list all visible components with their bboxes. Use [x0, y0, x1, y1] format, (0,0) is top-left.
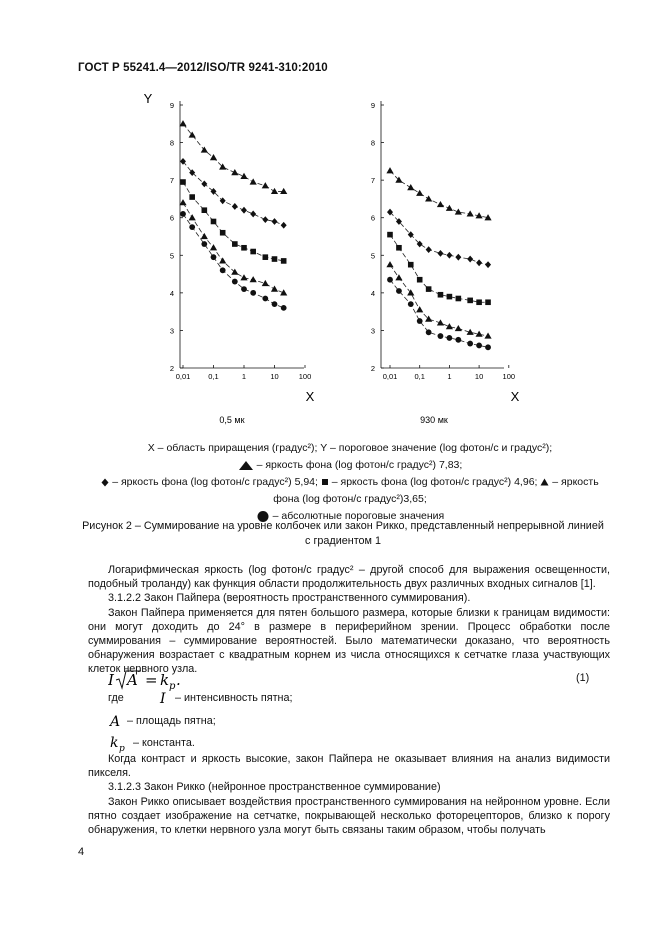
data-point-circle	[426, 329, 432, 335]
y-tick-label: 2	[169, 364, 175, 373]
series-line-1	[390, 171, 488, 218]
symbol-a	[108, 712, 124, 730]
legend-line-5-text: – абсолютные пороговые значения	[272, 510, 445, 522]
y-tick-label: 8	[370, 138, 376, 148]
data-point-square	[438, 292, 444, 298]
data-point-circle	[201, 241, 207, 247]
data-point-triangle	[240, 173, 247, 179]
x-axis-title: X	[510, 389, 520, 404]
data-point-square	[220, 230, 226, 236]
definition-a	[108, 712, 216, 730]
series-line-3	[183, 182, 284, 261]
legend-line-3b-text: – яркость фона (log фотон/с градус²) 4,96;	[331, 476, 538, 488]
data-point-circle	[272, 301, 278, 307]
svg-text:p: p	[119, 744, 125, 753]
data-point-triangle	[416, 306, 423, 312]
data-point-square	[232, 241, 238, 247]
series-line-2	[390, 212, 488, 265]
equation-number: (1)	[576, 672, 590, 684]
data-point-diamond	[476, 259, 482, 266]
data-point-square	[241, 245, 247, 251]
data-point-square	[281, 258, 287, 264]
definition-a-text: – площадь пятна;	[127, 714, 216, 727]
equation-formula	[108, 668, 188, 692]
data-point-square	[485, 299, 491, 305]
data-point-diamond	[250, 211, 256, 218]
where-label: где	[108, 692, 124, 704]
x-tick-label: 1	[447, 372, 452, 381]
data-point-triangle	[210, 154, 217, 160]
data-point-square	[263, 254, 269, 260]
x-tick-label: 1	[241, 372, 247, 381]
figure-title: Рисунок 2 – Суммирование на уровне колбочек или закон Рикко, представленный непрерывной линией с градиентом 1	[82, 520, 604, 547]
data-point-triangle	[280, 188, 287, 194]
x-tick-label: 0,1	[414, 372, 425, 381]
data-point-triangle	[386, 167, 393, 173]
data-point-square	[189, 194, 195, 200]
data-point-circle	[262, 296, 268, 302]
x-tick-label: 0,1	[208, 372, 219, 381]
triangle-icon	[238, 460, 254, 471]
series-line-1	[183, 124, 284, 192]
data-point-triangle	[231, 169, 238, 175]
definition-i-text: – интенсивность пятна;	[175, 691, 293, 704]
y-tick-label: 4	[169, 288, 175, 298]
svg-text:k: k	[110, 735, 119, 751]
data-point-triangle	[219, 257, 226, 263]
data-point-triangle	[280, 289, 287, 295]
definition-i	[158, 690, 293, 706]
data-point-triangle	[455, 208, 462, 214]
series-line-5	[183, 214, 284, 308]
data-point-square	[396, 245, 402, 251]
y-tick-label: 7	[370, 176, 376, 186]
data-point-square	[447, 294, 453, 300]
data-point-circle	[232, 279, 238, 285]
figure-charts	[0, 80, 661, 440]
symbol-i	[158, 690, 172, 706]
data-point-triangle	[271, 286, 278, 292]
data-point-diamond	[241, 207, 247, 214]
data-point-circle	[467, 341, 473, 347]
y-tick-label: 5	[169, 251, 175, 261]
data-point-circle	[438, 333, 444, 339]
y-tick-label: 2	[370, 364, 376, 373]
data-point-circle	[211, 254, 217, 260]
data-point-square	[426, 286, 432, 292]
data-point-triangle	[262, 182, 269, 188]
y-tick-label: 4	[370, 288, 376, 298]
square-icon	[321, 478, 329, 486]
y-tick-label: 7	[169, 176, 175, 186]
svg-text:I: I	[108, 671, 114, 689]
svg-text:=: =	[145, 671, 158, 689]
data-point-circle	[408, 301, 414, 307]
data-point-square	[202, 207, 208, 213]
data-point-diamond	[485, 261, 491, 268]
data-point-circle	[189, 224, 195, 230]
data-point-triangle	[179, 120, 186, 126]
data-point-circle	[455, 337, 461, 343]
data-point-triangle	[446, 323, 453, 329]
x-tick-label: 0,01	[382, 372, 398, 381]
panel-caption: 0,5 мк	[219, 415, 245, 425]
svg-text:.: .	[176, 671, 181, 689]
y-tick-label: 3	[169, 326, 175, 336]
data-point-triangle	[240, 274, 247, 280]
data-point-triangle	[455, 325, 462, 331]
data-point-triangle	[179, 199, 186, 205]
data-point-triangle	[467, 210, 474, 216]
legend-line-3a-text: – яркость фона (log фотон/с градус²) 5,94;	[112, 476, 318, 488]
data-point-triangle	[484, 332, 491, 338]
paragraph-1: Логарифмическая яркость (log фотон/с градус² – другой способ для выражения освещенности, подобный троланду) как функция области продолжительность двух различных входных сигналов [1].	[88, 564, 610, 591]
data-point-circle	[241, 286, 247, 292]
data-point-square	[211, 219, 217, 225]
legend-line-4: фона (log фотон/с градус²)3,65;	[273, 493, 427, 505]
svg-text:A: A	[110, 714, 121, 730]
data-point-triangle	[416, 190, 423, 196]
paragraph-4: Закон Рикко описывает воздействия пространственного суммирования на нейронном уровне. Если пятно создает изображение на сетчатке, покрывающей несколько фоторецепторов, близко к порогу обнаружения, то клетки нервного узла могут быть связаны таким образом, чтобы получать	[88, 795, 610, 837]
data-point-square	[250, 249, 256, 255]
data-point-diamond	[201, 181, 207, 188]
x-tick-label: 100	[502, 372, 516, 381]
data-point-diamond	[426, 246, 432, 253]
data-point-diamond	[437, 250, 443, 257]
data-point-triangle	[395, 274, 402, 280]
data-point-square	[467, 298, 473, 304]
y-tick-label: 9	[169, 101, 175, 110]
data-point-diamond	[446, 252, 452, 259]
data-point-triangle	[425, 195, 432, 201]
data-point-diamond	[272, 218, 278, 225]
data-point-triangle	[189, 214, 196, 220]
paragraph-block-2	[88, 752, 610, 837]
data-point-square	[180, 179, 186, 185]
svg-text:A: A	[127, 671, 138, 689]
data-point-diamond	[232, 203, 238, 210]
data-point-triangle	[437, 201, 444, 207]
data-point-circle	[250, 290, 256, 296]
data-point-triangle	[407, 184, 414, 190]
x-tick-label: 100	[298, 372, 312, 381]
data-point-diamond	[281, 222, 287, 229]
svg-text:k: k	[160, 671, 170, 689]
svg-text:I: I	[160, 691, 166, 706]
figure-legend	[70, 440, 630, 525]
definition-k	[108, 733, 195, 753]
data-point-square	[456, 296, 462, 302]
data-point-circle	[485, 344, 491, 350]
data-point-circle	[417, 318, 423, 324]
x-tick-label: 10	[270, 372, 279, 381]
data-point-circle	[447, 335, 453, 341]
data-point-circle	[476, 343, 482, 349]
data-point-square	[408, 262, 414, 268]
data-point-square	[476, 299, 482, 305]
section-heading-3-1-2-2: 3.1.2.2 Закон Пайпера (вероятность пространственного суммирования).	[108, 592, 471, 605]
data-point-circle	[387, 277, 393, 283]
y-axis-title: Y	[143, 91, 153, 106]
data-point-circle	[281, 305, 287, 311]
data-point-triangle	[201, 233, 208, 239]
x-tick-label: 10	[474, 372, 484, 381]
paragraph-3: Когда контраст и яркость высокие, закон Пайпера не оказывает влияния на анализ видимости пикселя.	[88, 753, 610, 780]
paragraph-block-1	[88, 563, 610, 677]
data-point-triangle	[446, 205, 453, 211]
series-line-2	[183, 161, 284, 225]
data-point-triangle	[210, 244, 217, 250]
data-point-diamond	[467, 256, 473, 263]
legend-line-2	[70, 457, 630, 474]
legend-line-1: X – область приращения (градус²); Y – пороговое значение (log фотон/с и градус²);	[147, 442, 553, 454]
document-header: ГОСТ Р 55241.4—2012/ISO/TR 9241-310:2010	[78, 62, 328, 74]
y-tick-label: 6	[370, 213, 376, 223]
diamond-icon	[101, 478, 109, 487]
data-point-diamond	[262, 216, 268, 223]
definition-k-text: – константа.	[133, 736, 195, 749]
y-tick-label: 6	[169, 213, 175, 223]
paragraph-2: Закон Пайпера применяется для пятен большого размера, которые близки к границам видимости: они могут доходить до 24° в размере в периферийном зрении. Процесс обработки после суммирования – суммирование вероятностей. Было математически доказано, что вероятность обнаружения возрастает с квадратным корнем из числа относящихся к сетчатке глаза участвующих клеток нервного узла.	[88, 606, 610, 676]
data-point-triangle	[250, 276, 257, 282]
y-tick-label: 9	[370, 101, 376, 110]
data-point-diamond	[455, 254, 461, 261]
symbol-kp	[108, 733, 130, 753]
small-triangle-icon	[540, 478, 549, 486]
data-point-square	[387, 232, 393, 238]
x-tick-label: 0,01	[175, 372, 191, 381]
y-tick-label: 3	[370, 326, 376, 336]
data-point-triangle	[250, 178, 257, 184]
y-tick-label: 5	[370, 251, 376, 261]
data-point-circle	[220, 267, 226, 273]
data-point-triangle	[271, 188, 278, 194]
page-number: 4	[78, 846, 85, 858]
section-heading-3-1-2-3: 3.1.2.3 Закон Рикко (нейронное пространственное суммирование)	[108, 781, 441, 794]
data-point-circle	[180, 211, 186, 217]
x-axis-title: X	[305, 389, 315, 404]
data-point-triangle	[386, 261, 393, 267]
legend-line-3	[70, 474, 630, 491]
data-point-square	[272, 256, 278, 262]
data-point-circle	[396, 288, 402, 294]
y-tick-label: 8	[169, 138, 175, 148]
legend-line-2-text: – яркость фона (log фотон/с градус²) 7,83;	[256, 459, 463, 471]
svg-text:p: p	[169, 681, 176, 692]
data-point-square	[417, 277, 423, 283]
panel-caption: 930 мк	[420, 415, 448, 425]
legend-line-3c-text: – яркость	[552, 476, 599, 488]
